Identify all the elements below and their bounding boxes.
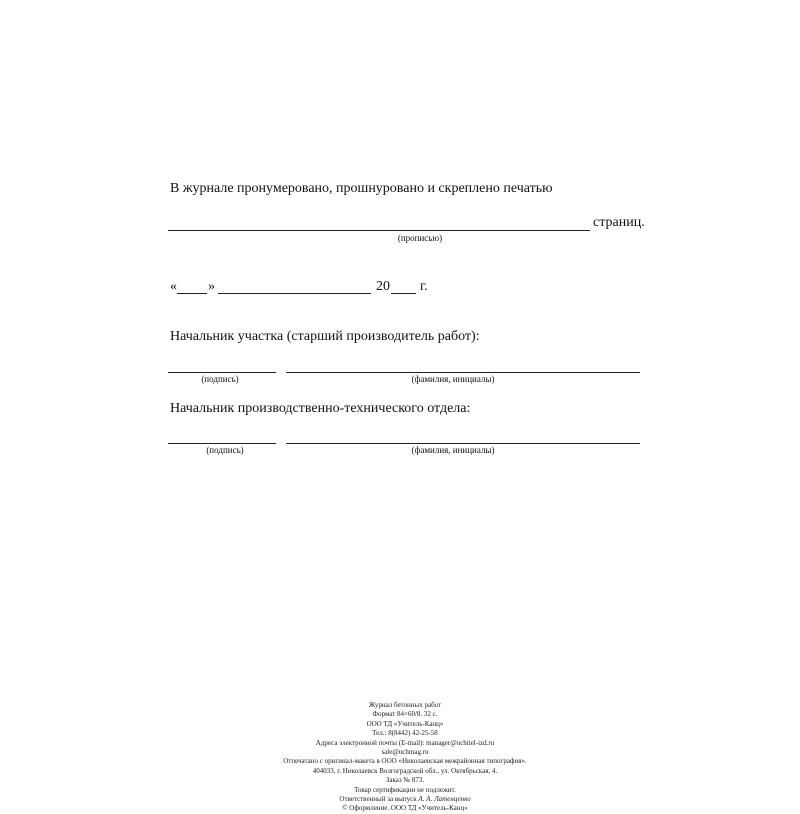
publisher-imprint bbox=[0, 701, 800, 814]
imprint-line: Тел.: 8(8442) 42-25-58 bbox=[372, 729, 438, 738]
imprint-line: ООО ТД «Учитель-Канц» bbox=[366, 719, 444, 728]
imprint-line: Журнал бетонных работ bbox=[368, 701, 442, 709]
imprint-line: 404033, г. Николаевск Волгоградской обл., ул. Октябрьская, 4. bbox=[312, 766, 498, 775]
year-suffix: г. bbox=[420, 279, 428, 294]
month-field-line bbox=[218, 293, 371, 294]
site-manager-signature-caption: (подпись) bbox=[201, 374, 239, 384]
site-manager-name-line bbox=[286, 372, 640, 373]
technical-head-signature-line bbox=[168, 443, 276, 444]
page-count-field-line bbox=[168, 230, 590, 231]
date-close-quote: » bbox=[208, 279, 215, 294]
pages-suffix: страниц. bbox=[593, 215, 645, 230]
imprint-line: Заказ № 873. bbox=[385, 776, 425, 785]
responsible-name: А. А. Латенценко bbox=[418, 795, 471, 804]
date-open-quote: « bbox=[170, 279, 177, 294]
imprint-line: Адреса электронной почты (E-mail): manager@uchitel-izd.ru bbox=[315, 738, 495, 747]
site-manager-title: Начальник участка (старший производитель работ): bbox=[170, 329, 480, 344]
imprint-line: sale@uchmag.ru bbox=[381, 748, 429, 757]
pages-in-words-caption: (прописью) bbox=[397, 233, 443, 243]
technical-head-name-caption: (фамилия, инициалы) bbox=[411, 445, 495, 455]
imprint-line: Формат 84×60/8. 32 с. bbox=[372, 710, 438, 719]
imprint-design-line: © Оформление. ООО ТД «Учитель-Канц» bbox=[342, 804, 468, 813]
year-field-line bbox=[391, 293, 416, 294]
technical-head-name-line bbox=[286, 443, 640, 444]
technical-head-signature-caption: (подпись) bbox=[206, 445, 244, 455]
responsible-label: Ответственный за выпуск bbox=[339, 795, 417, 804]
site-manager-signature-line bbox=[168, 372, 276, 373]
day-field-line bbox=[177, 293, 207, 294]
journal-certification-heading: В журнале пронумеровано, прошнуровано и скреплено печатью bbox=[170, 181, 553, 196]
imprint-line: Отпечатано с оригинал-макета в ООО «Николаевская межрайонная типография». bbox=[283, 757, 527, 766]
site-manager-name-caption: (фамилия, инициалы) bbox=[411, 374, 495, 384]
technical-department-head-title: Начальник производственно-технического отдела: bbox=[170, 401, 471, 416]
year-prefix: 20 bbox=[376, 279, 390, 294]
imprint-line: Товар сертификации не подлежит. bbox=[354, 785, 456, 794]
